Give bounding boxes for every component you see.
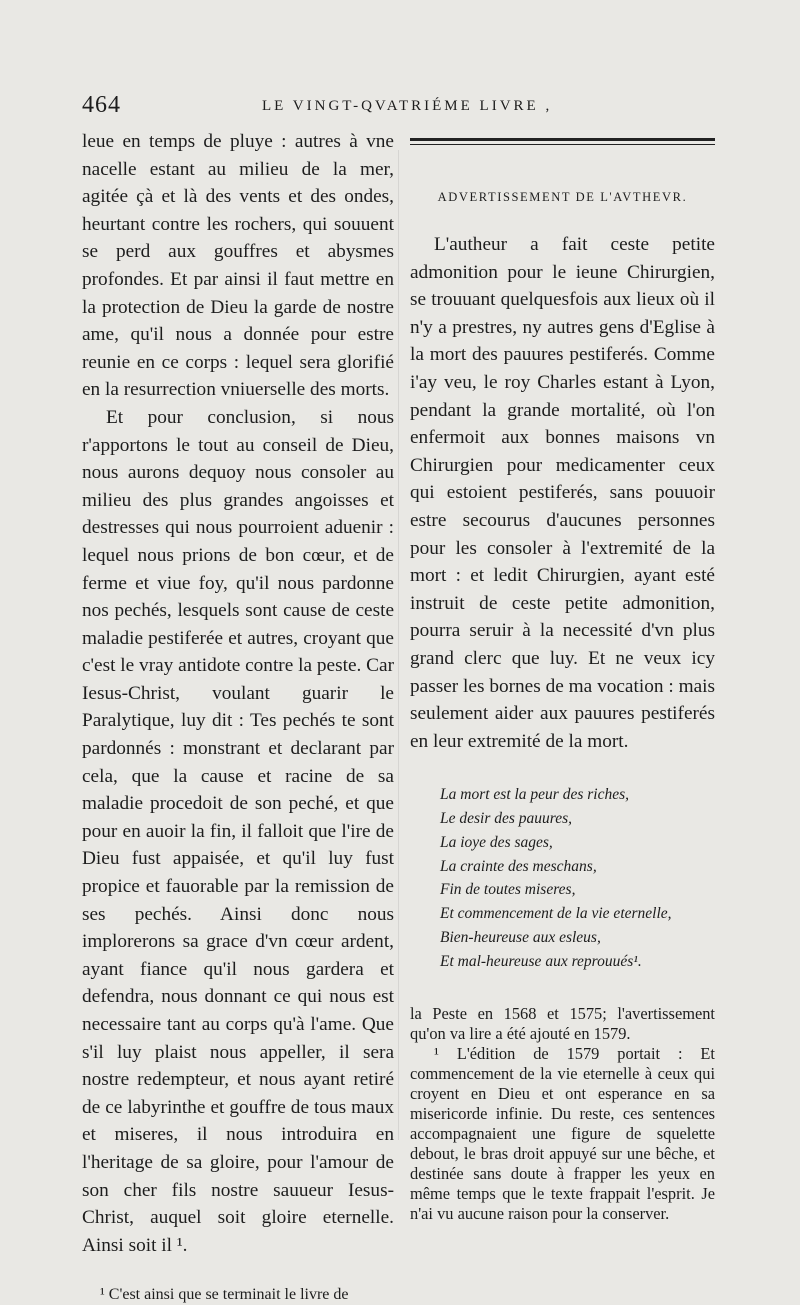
column-gutter [398,150,399,1140]
right-footnotes [410,1004,715,1224]
left-paragraph-2: Et pour conclusion, si nous r'apportons le tout au conseil de Dieu, nous aurons dequoy nous consoler au milieu des plus grandes angoisses et destresses qui nous pourroient aduenir : lequel nous prions de bon cœur, et de ferme et viue foy, qu'il nous pardonne nos pechés, lesquels sont cause de ceste maladie pestiferée et autres, croyant que c'est le vray antidote contre la peste. Car Iesus-Christ, voulant guarir le Paralytique, luy dit : Tes pechés te sont pardonnés : monstrant et declarant par cela, que la cause et racine de sa maladie procedoit de son peché, et que pour en auoir la fin, il falloit que l'ire de Dieu fust appaisée, et qu'il luy fust propice et fauorable par la remission de ses pechés. Ainsi donc nous implorerons sa grace d'vn cœur ardent, ayant fiance qu'il nous gardera et defendra, nous donnant ce qui nous est necessaire tant au corps qu'à l'ame. Que s'il luy plaist nous appeller, il sera nostre redempteur, et nous ayant retiré de ce labyrinthe et gouffre de tous maux et miseres, il nous introduira en l'heritage de sa gloire, pour l'amour de son cher fils nostre sauueur Iesus-Christ, auquel soit gloire eternelle. Ainsi soit il ¹. [82,406,394,1256]
verse-line: Et mal-heureuse aux reprouués¹. [440,952,642,970]
verse-line: La ioye des sages, [440,833,553,851]
page-number: 464 [82,92,121,118]
footnote-continuation: la Peste en 1568 et 1575; l'avertissement qu'on va lire a été ajouté en 1579. [410,1003,715,1043]
verse-line: Fin de toutes miseres, [440,881,576,899]
section-title: ADVERTISSEMENT DE L'AVTHEVR. [437,190,688,204]
verse-line: Et commencement de la vie eternelle, [440,905,672,923]
right-column [410,128,715,1224]
double-rule [410,138,715,148]
verse-block [440,783,715,973]
left-footnote: ¹ C'est ainsi que se terminait le livre de [100,1286,349,1304]
verse-line: Le desir des pauures, [440,810,573,828]
verse-line: La mort est la peur des riches, [440,786,630,804]
right-paragraph: L'autheur a fait ceste petite admonition pour le ieune Chirurgien, se trouuant quelquesfois aux lieux où il n'y a prestres, ny autres gens d'Eglise à la mort des pauures pestiferés. Comme i'ay veu, le roy Charles estant à Lyon, pendant la grande mortalité, où l'on enfermoit aux bonnes maisons vn Chirurgien pour medicamenter ceux qui estoient pestiferés, sans pouuoir estre secourus d'aucunes personnes pour les consoler à l'extremité de la mort : et ledit Chirurgien, ayant esté instruit de ceste petite admonition, pourra seruir à la necessité d'vn plus grand clerc que luy. Et ne veux icy passer les bornes de ma vocation : mais seulement aider aux pauures pestiferés en leur extremité de la mort. [410,234,715,752]
rule-thick [410,138,715,141]
page-header [82,92,722,122]
footnote-1: ¹ L'édition de 1579 portait : Et commencement de la vie eternelle à ceux qui croyent en Dieu et ont esperance en sa misericorde infinie. Du reste, ces sentences accompagnaient une figure de squelette debout, le bras droit appuyé sur une bêche, et destinée sans doute à frapper les yeux en même temps que le texte frappait l'esprit. Je n'ai vu aucune raison pour la conserver. [410,1043,715,1223]
left-paragraph-1: leue en temps de pluye : autres à vne nacelle estant au milieu de la mer, agitée çà et là des vents et des ondes, heurtant contre les rochers, qui souuent se perd aux gouffres et abysmes profondes. Et par ainsi il faut mettre en la protection de Dieu la garde de nostre ame, qu'il nous a donnée pour estre reunie en ce corps : lequel sera glorifié en la resurrection vniuerselle des morts. [82,131,394,401]
verse-line: La crainte des meschans, [440,857,597,875]
running-title: LE VINGT-QVATRIÉME LIVRE , [262,98,553,114]
rule-thin [410,144,715,145]
verse-line: Bien-heureuse aux esleus, [440,929,601,947]
left-column [82,128,394,1305]
